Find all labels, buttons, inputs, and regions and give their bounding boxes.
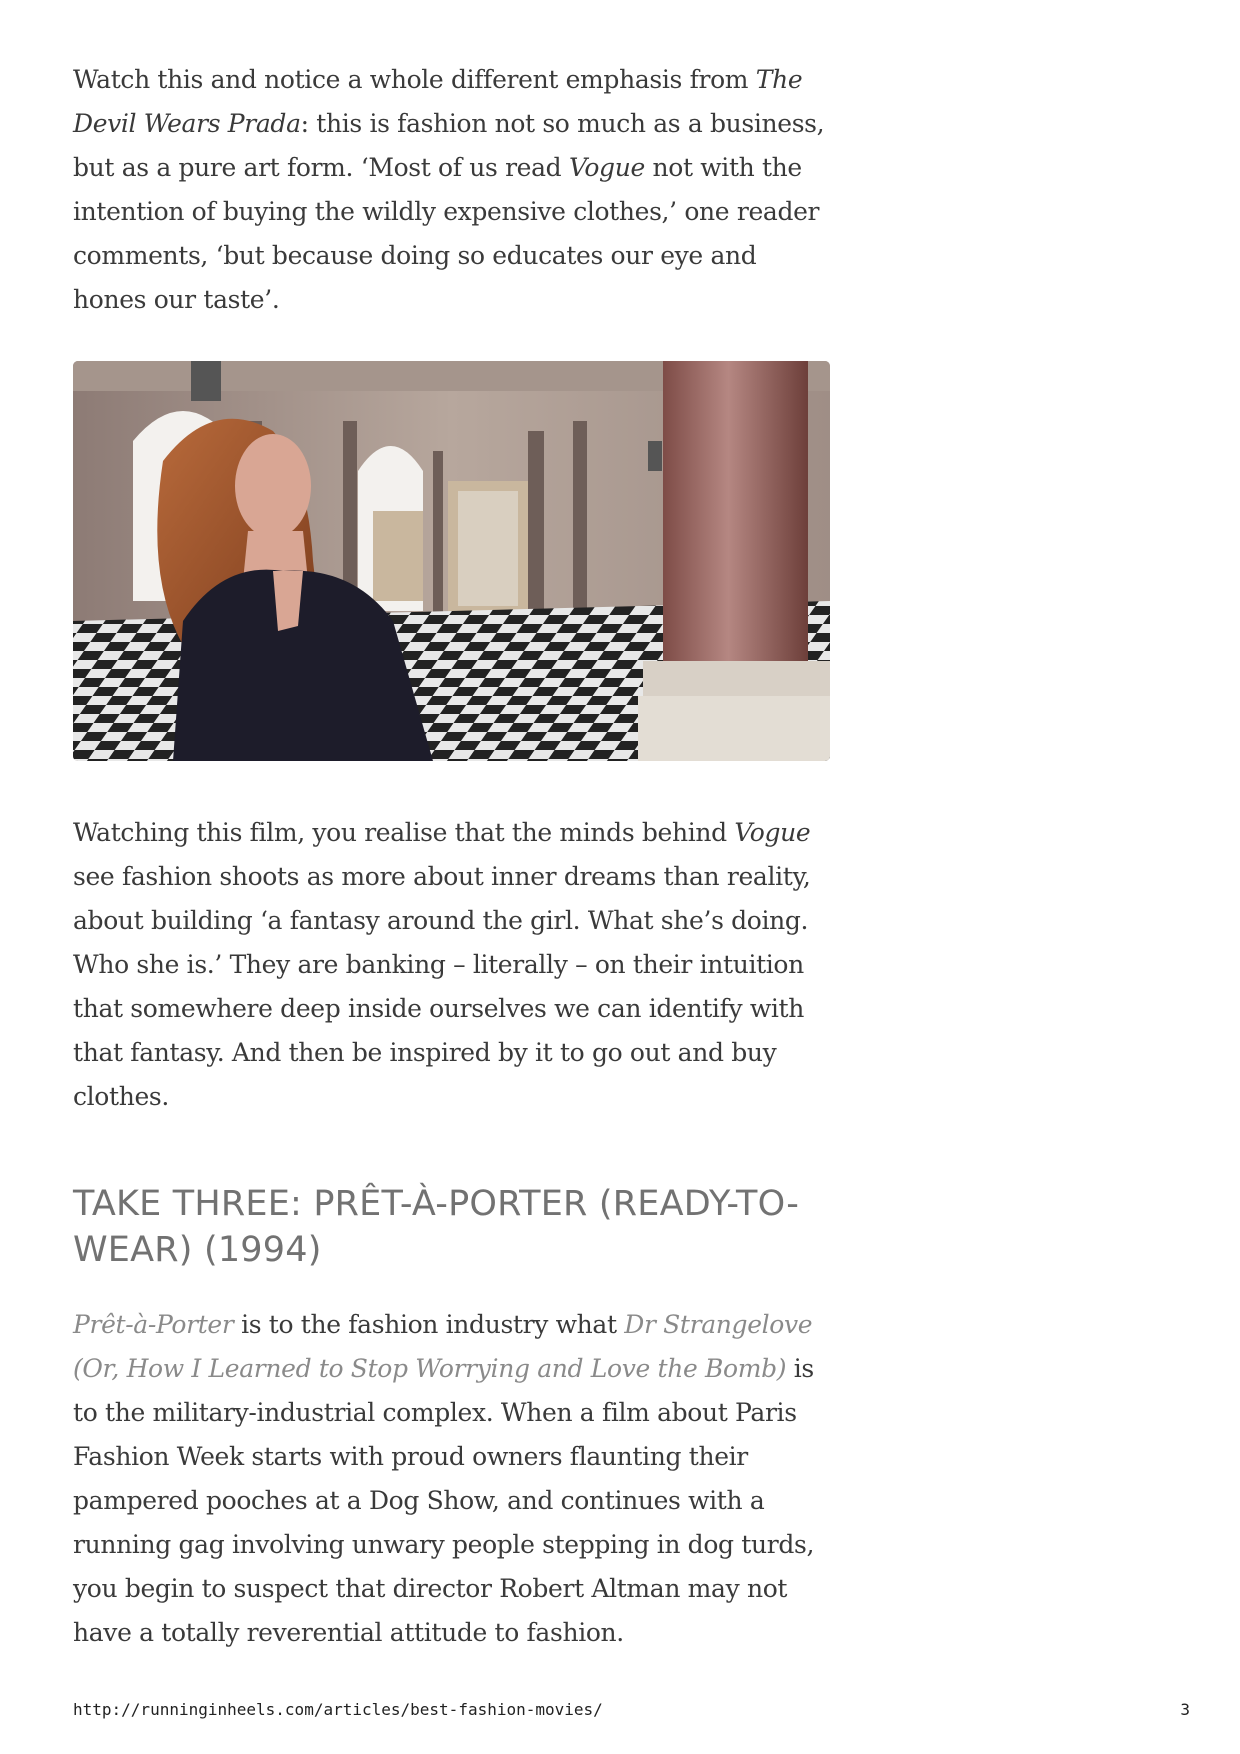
film-still-image <box>73 361 830 761</box>
magazine-title: Vogue <box>568 153 645 182</box>
paragraph-devil-wears-prada: Watch this and notice a whole different emphasis from The Devil Wears Prada: this is fashion not so much as a business, but as a pure art form. ‘Most of us read Vogue not with the intention of buying the wildly expensive clothes,’ one reader comments, ‘but because doing so educates our eye and hones our taste’. <box>73 65 825 314</box>
paragraph-pret-a-porter: Prêt-à-Porter is to the fashion industry what Dr Strangelove (Or, How I Learned to Stop Worrying and Love the Bomb) is to the military-industrial complex. When a film about Paris Fashion Week starts with proud owners flaunting their pampered pooches at a Dog Show, and continues with a running gag involving unwary people stepping in dog turds, you begin to suspect that director Robert Altman may not have a totally reverential attitude to fashion. <box>73 1310 815 1647</box>
article-content <box>73 58 833 1655</box>
page-number: 3 <box>1180 1700 1190 1719</box>
footer-url: http://runninginheels.com/articles/best-fashion-movies/ <box>73 1700 603 1719</box>
film-still-illustration <box>73 361 830 761</box>
film-title: The Devil Wears Prada <box>73 65 803 138</box>
pret-a-porter-link[interactable]: Prêt-à-Porter <box>73 1310 234 1339</box>
section-heading: TAKE THREE: PRÊT-À-PORTER (READY-TO-WEAR) (1994) <box>73 1184 800 1270</box>
paragraph-vogue-fantasy: Watching this film, you realise that the minds behind Vogue see fashion shoots as more about inner dreams than reality, about building ‘a fantasy around the girl. What she’s doing. Who she is.’ They are banking – literally – on their intuition that somewhere deep inside ourselves we can identify with that fantasy. And then be inspired by it to go out and buy clothes. <box>73 818 811 1111</box>
magazine-title: Vogue <box>734 818 811 847</box>
dr-strangelove-link[interactable]: Dr Strangelove (Or, How I Learned to Stop Worrying and Love the Bomb) <box>73 1310 813 1383</box>
